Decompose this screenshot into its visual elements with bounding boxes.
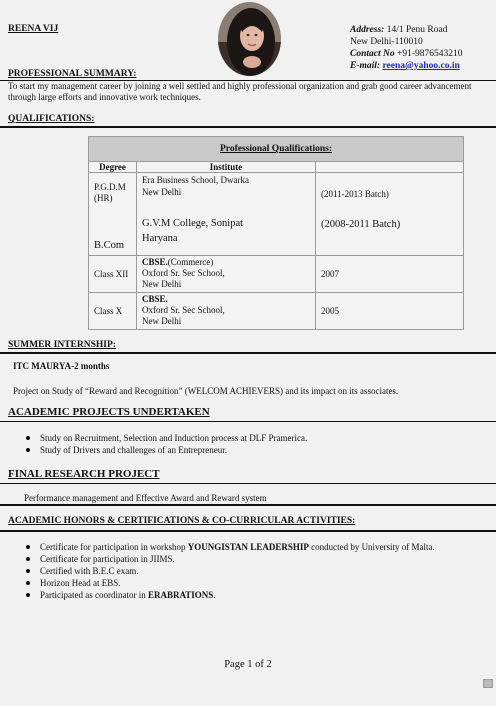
academic-projects-heading: ACADEMIC PROJECTS UNDERTAKEN bbox=[8, 406, 210, 418]
board-name: CBSE. bbox=[142, 294, 168, 304]
degree-cell: Class X bbox=[89, 293, 137, 330]
table-cell bbox=[137, 293, 316, 330]
internship-heading: SUMMER INTERNSHIP: bbox=[8, 340, 116, 350]
institute-line: Oxford Sr. Sec School, bbox=[142, 268, 225, 278]
honors-heading: ACADEMIC HONORS & CERTIFICATIONS & CO-CURRICULAR ACTIVITIES: bbox=[8, 516, 356, 526]
degree-pgdm: P.G.D.M (HR) bbox=[94, 182, 126, 203]
qualifications-heading: QUALIFICATIONS: bbox=[8, 114, 95, 124]
internship-project: Project on Study of “Reward and Recognition” (WELCOM ACHIEVERS) and its impact on its associates. bbox=[13, 386, 399, 396]
email-label: E-mail: bbox=[350, 61, 381, 71]
institute-line: New Delhi bbox=[142, 316, 182, 326]
page-number: Page 1 of 2 bbox=[224, 659, 272, 670]
address-line1: 14/1 Penu Road bbox=[386, 25, 448, 35]
honors-list bbox=[26, 541, 435, 601]
email-link[interactable]: reena@yahoo.co.in bbox=[382, 61, 460, 71]
candidate-name: REENA VIJ bbox=[8, 24, 59, 34]
contact-value: +91-9876543210 bbox=[396, 49, 463, 59]
profile-photo bbox=[218, 2, 281, 76]
address-label: Address: bbox=[350, 25, 385, 35]
divider bbox=[0, 483, 496, 484]
degree-cell: Class XII bbox=[89, 256, 137, 293]
batch-year: (2008-2011 Batch) bbox=[321, 219, 401, 230]
contact-label: Contact No bbox=[350, 49, 395, 59]
column-header: Degree bbox=[89, 162, 137, 173]
institute-line: Haryana bbox=[142, 233, 178, 244]
internship-company: ITC MAURYA-2 months bbox=[13, 361, 110, 371]
final-project-heading: FINAL RESEARCH PROJECT bbox=[8, 468, 160, 480]
year-cell: 2005 bbox=[316, 293, 464, 330]
column-header bbox=[316, 162, 464, 173]
divider bbox=[0, 421, 496, 422]
batch-year: (2011-2013 Batch) bbox=[321, 189, 389, 199]
contact-block bbox=[350, 24, 463, 72]
institute-line: New Delhi bbox=[142, 279, 182, 289]
final-project-text: Performance management and Effective Award and Reward system bbox=[24, 493, 267, 503]
list-item: Certified with B.E.C exam. bbox=[26, 565, 435, 577]
board-name: CBSE. bbox=[142, 257, 168, 267]
column-header: Institute bbox=[137, 162, 316, 173]
institute-line: New Delhi bbox=[142, 187, 182, 197]
address-line2: New Delhi-110010 bbox=[350, 37, 423, 47]
list-item: Certificate for participation in JIIMS. bbox=[26, 553, 435, 565]
qualifications-table bbox=[88, 136, 464, 330]
summary-heading: PROFESSIONAL SUMMARY: bbox=[8, 69, 137, 79]
table-cell bbox=[137, 173, 316, 256]
table-cell bbox=[137, 256, 316, 293]
table-caption: Professional Qualifications: bbox=[89, 137, 464, 162]
list-item: Participated as coordinator in ERABRATIONS. bbox=[26, 589, 435, 601]
list-item: Study of Drivers and challenges of an Entrepreneur. bbox=[26, 444, 307, 456]
table-cell bbox=[89, 173, 137, 256]
resize-handle[interactable] bbox=[483, 679, 493, 688]
list-item: Certificate for participation in workshop YOUNGISTAN LEADERSHIP conducted by University of Malta. bbox=[26, 541, 435, 553]
divider bbox=[0, 126, 496, 128]
list-item: Horizon Head at EBS. bbox=[26, 577, 435, 589]
table-row bbox=[89, 293, 464, 330]
institute-line: Oxford Sr. Sec School, bbox=[142, 305, 225, 315]
table-row bbox=[89, 173, 464, 256]
board-note: (Commerce) bbox=[167, 257, 214, 267]
list-item: Study on Recruitment, Selection and Induction process at DLF Pramerica. bbox=[26, 432, 307, 444]
institute-line: G.V.M College, Sonipat bbox=[142, 218, 244, 229]
summary-text: To start my management career by joining a well settled and highly professional organization and grab good career advancement through large efforts and innovative work techniques. bbox=[8, 81, 472, 102]
table-cell bbox=[316, 173, 464, 256]
table-row bbox=[89, 256, 464, 293]
divider bbox=[0, 504, 496, 506]
institute-line: Era Business School, Dwarka bbox=[142, 175, 249, 185]
divider bbox=[0, 352, 496, 354]
degree-bcom: B.Com bbox=[94, 240, 125, 251]
year-cell: 2007 bbox=[316, 256, 464, 293]
divider bbox=[0, 530, 496, 532]
academic-projects-list bbox=[26, 432, 307, 456]
